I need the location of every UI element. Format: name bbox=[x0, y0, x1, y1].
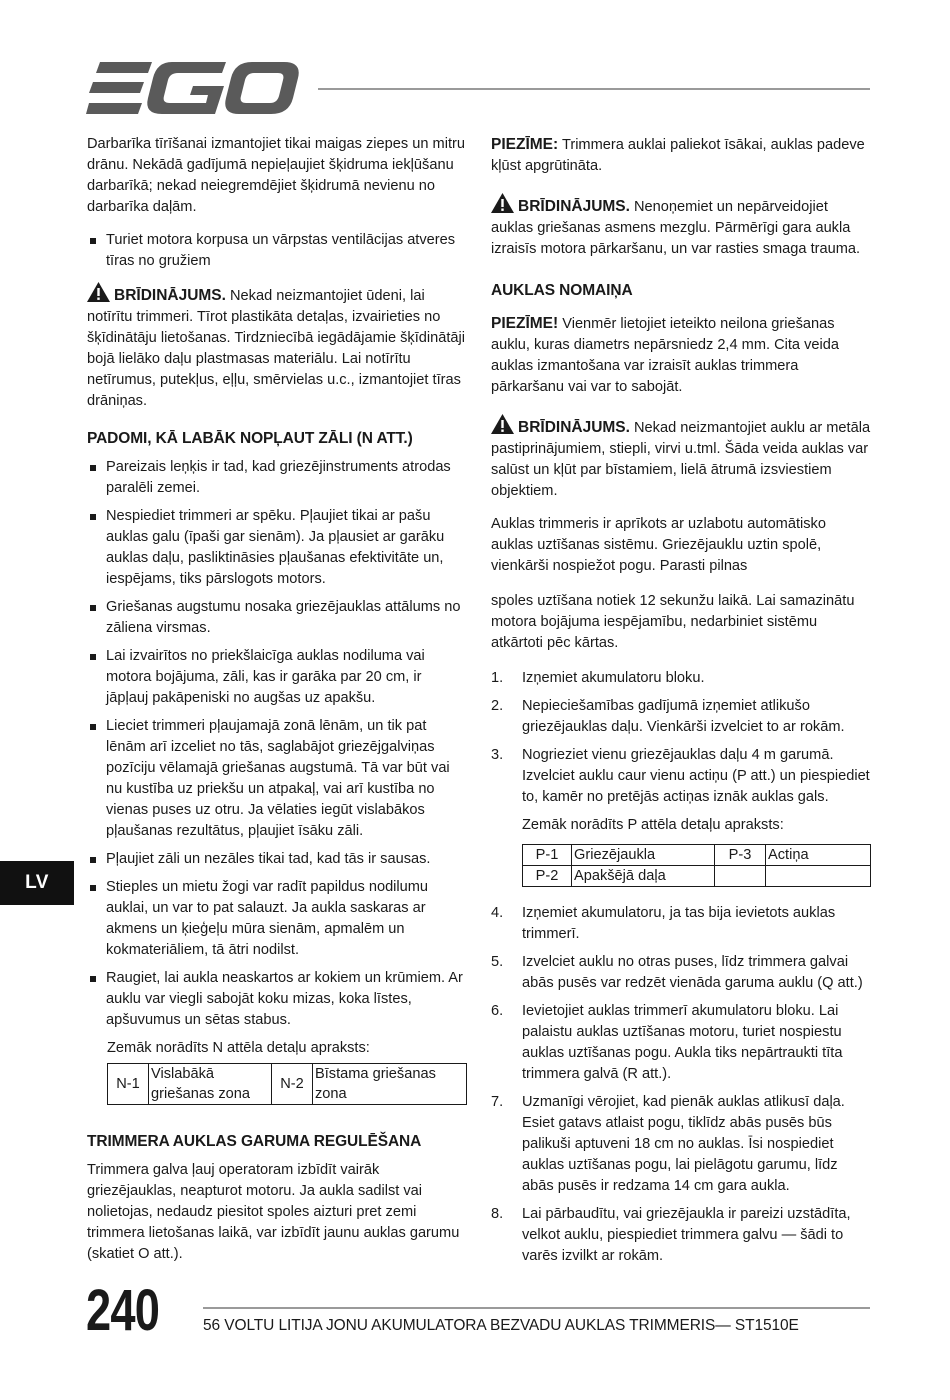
table-cell: P-1 bbox=[523, 845, 572, 866]
step-number: 8. bbox=[491, 1206, 504, 1222]
warning-icon bbox=[87, 282, 110, 302]
cleaning-intro: Darbarīka tīrīšanai izmantojiet tikai maigas ziepes un mitru drānu. Nekādā gadījumā nepieļaujiet šķidruma iekļūšanu darbarīkā; nekad neiegremdējiet šķidrumā nevienu no darbarīka daļām. bbox=[87, 136, 465, 215]
list-item: Lai izvairītos no priekšlaicīga auklas nodiluma vai motora bojājuma, zāli, kas ir garāka par 20 cm, ir jāpļauj pakāpeniski no augšas uz apakšu. bbox=[87, 646, 467, 709]
list-item: Turiet motora korpusa un vārpstas ventilācijas atveres tīras no gružiem bbox=[87, 230, 467, 272]
step-text: Ievietojiet auklas trimmerī akumulatoru bloku. Lai palaistu auklas uztīšanas motoru, turiet nospiestu auklas uztīšanas pogu. Aukla tiks nepārtraukti tīta trimmera galvā (R att.). bbox=[522, 1003, 843, 1082]
table-n bbox=[107, 1063, 467, 1105]
step-text: Izņemiet akumulatoru, ja tas bija ievietots auklas trimmerī. bbox=[522, 905, 836, 942]
warning-icon bbox=[491, 193, 514, 213]
note-text: Trimmera auklai paliekot īsākai, auklas padeve kļūst apgrūtināta. bbox=[491, 137, 865, 174]
list-item: Griešanas augstumu nosaka griezējauklas attālums no zāliena virsmas. bbox=[87, 597, 467, 639]
note-label: PIEZĪME! bbox=[491, 315, 559, 332]
left-column bbox=[87, 134, 467, 1265]
list-item: Lieciet trimmeri pļaujamajā zonā lēnām, un tik pat lēnām arī izceliet no tās, saglabājot griezējgalviņas pozīciju vēlamajā griešanas augstumā. Tā var būt vai nu kustība uz priekšu un atpakaļ, vai arī kustība no vienas puses uz otru. Ja vēlaties iegūt vislabākos pļaušanas rezultātus, pļaujiet īsāku zāli. bbox=[87, 716, 467, 842]
table-cell: Bīstama griešanas zona bbox=[313, 1064, 467, 1105]
warning-icon bbox=[491, 414, 514, 434]
step-number: 5. bbox=[491, 954, 504, 970]
list-item bbox=[491, 952, 871, 994]
step-text: Uzmanīgi vērojiet, kad pienāk auklas atlikusī daļa. Esiet gatavs atlaist pogu, tiklīdz abās pusēs būs palikuši aptuveni 18 cm no auklas. Īsi nospiediet auklas uztīšanas pogu, lai pielāgotu garumu, līdz abās pusēs ir redzama 14 cm gara aukla. bbox=[522, 1094, 845, 1194]
step-number: 1. bbox=[491, 670, 504, 686]
heading-line-length: TRIMMERA AUKLAS GARUMA REGULĒŠANA bbox=[87, 1133, 422, 1150]
table-cell: Apakšējā daļa bbox=[572, 866, 715, 887]
warning-metal-line bbox=[491, 414, 871, 502]
list-item: Stieples un mietu žogi var radīt papildus nodilumu auklai, un var to pat salauzt. Ja aukla saskaras ar akmens un ķieģeļu mūra sienām, apmalēm un kokmateriāliem, tā ātri nodilst. bbox=[87, 877, 467, 961]
line-length-text: Trimmera galva ļauj operatoram izbīdīt vairāk griezējauklas, neapturot motoru. Ja aukla sadilst vai nolietojas, nedaudz piesitot spoles aizturi pret zemi trimmera lietošanas laikā, var izbīdīt jaunu auklas garumu (skatiet O att.). bbox=[87, 1162, 460, 1262]
steps-list-b bbox=[491, 903, 871, 1267]
tips-list bbox=[87, 457, 467, 1031]
table-cell: N-1 bbox=[108, 1064, 149, 1105]
step-number: 3. bbox=[491, 747, 504, 763]
table-cell: P-2 bbox=[523, 866, 572, 887]
list-item bbox=[491, 903, 871, 945]
heading-line-replacement: AUKLAS NOMAIŅA bbox=[491, 282, 633, 299]
list-item bbox=[491, 668, 871, 689]
step-number: 7. bbox=[491, 1094, 504, 1110]
warning-label: BRĪDINĀJUMS. bbox=[518, 419, 630, 436]
list-item bbox=[491, 745, 871, 808]
step-text: Nepieciešamības gadījumā izņemiet atlikušo griezējauklas daļu. Vienkārši izvelciet to ar rokām. bbox=[522, 698, 845, 735]
warning-text: Nenoņemiet un nepārveidojiet auklas griešanas asmens mezglu. Pārmērīgi gara aukla izraisīs motora pārkaršanu, un var rasties smaga trauma. bbox=[491, 199, 861, 257]
spool-winding-text: spoles uztīšana notiek 12 sekunžu laikā. Lai samazinātu motora bojājuma iespējamību, nedarbiniet sistēmu atkārtoti pēc kārtas. bbox=[491, 593, 855, 651]
note-text: Vienmēr lietojiet ieteikto neilona griešanas auklu, kuras diametrs nepārsniedz 2,4 mm. Cita veida auklas izmantošana var izraisīt auklas trimmera pārkaršanu vai var to sabojāt. bbox=[491, 316, 839, 395]
step-text: Izņemiet akumulatoru bloku. bbox=[522, 670, 705, 686]
warning-label: BRĪDINĀJUMS. bbox=[518, 198, 630, 215]
language-tab: LV bbox=[0, 861, 74, 905]
page-number: 240 bbox=[86, 1278, 160, 1343]
list-item bbox=[491, 1204, 871, 1267]
warning-blade bbox=[491, 193, 871, 260]
step-text: Nogrieziet vienu griezējauklas daļu 4 m garumā. Izvelciet auklu caur vienu actiņu (P att.) un piespiediet to, kamēr no pretējās actiņas iznāk auklas gals. bbox=[522, 747, 870, 805]
winding-system-text: Auklas trimmeris ir aprīkots ar uzlabotu automātisko auklas uztīšanas sistēmu. Griezējauklu uztin spolē, vienkārši nospiežot pogu. Parasti pilnas bbox=[491, 516, 826, 574]
table-cell bbox=[766, 866, 871, 887]
table-p bbox=[522, 844, 871, 887]
table-p-wrap bbox=[491, 844, 871, 887]
steps-list-a bbox=[491, 668, 871, 808]
step-text: Lai pārbaudītu, vai griezējaukla ir pareizi uzstādīta, velkot auklu, piespiediet trimmera galvu — šādi to varēs izvilkt ar rokām. bbox=[522, 1206, 851, 1264]
list-item: Pareizais leņķis ir tad, kad griezējinstruments atrodas paralēli zemei. bbox=[87, 457, 467, 499]
table-cell: Vislabākā griešanas zona bbox=[149, 1064, 272, 1105]
table-cell: Griezējaukla bbox=[572, 845, 715, 866]
warning-label: BRĪDINĀJUMS. bbox=[114, 287, 226, 304]
list-item: Nespiediet trimmeri ar spēku. Pļaujiet tikai ar pašu auklas galu (īpaši gar sienām). Ja pļausiet ar garāku auklas daļu, pasliktināsies pļaušanas efektivitāte un, iespējams, tiks pārslogots motors. bbox=[87, 506, 467, 590]
list-item: Pļaujiet zāli un nezāles tikai tad, kad tās ir sausas. bbox=[87, 849, 467, 870]
step-text: Izvelciet auklu no otras puses, līdz trimmera galvai abās pusēs var redzēt vienāda garuma auklu (Q att.) bbox=[522, 954, 863, 991]
footer-rule bbox=[203, 1307, 870, 1309]
ego-logo bbox=[86, 62, 300, 114]
header-rule bbox=[318, 88, 870, 90]
step-number: 2. bbox=[491, 698, 504, 714]
warning-water bbox=[87, 282, 467, 412]
table-n-wrap bbox=[87, 1063, 467, 1105]
list-item bbox=[491, 1092, 871, 1197]
table-p-caption: Zemāk norādīts P attēla detaļu apraksts: bbox=[522, 817, 784, 833]
warning-text: Nekad neizmantojiet auklu ar metāla pastiprinājumiem, stiepli, virvi u.tml. Šāda veida auklas var salūst un kļūt par bīstamiem, lielā ātrumā izsviestiem objektiem. bbox=[491, 420, 871, 499]
list-item bbox=[491, 1001, 871, 1085]
table-cell bbox=[715, 866, 766, 887]
list-item bbox=[491, 696, 871, 738]
vents-bullet-list bbox=[87, 230, 467, 272]
right-column bbox=[491, 134, 871, 1274]
warning-text: Nekad neizmantojiet ūdeni, lai notīrītu trimmeri. Tīrot plastikāta detaļas, izvairieties no šķīdinātāju lietošanas. Tirdzniecībā iegādājamie šķīdinātāji bojā lielāko daļu plastmasas materiālu. Lai notīrītu netīrumus, putekļus, eļļu, smērvielas u.c., izmantojiet tīras drāniņas. bbox=[87, 288, 466, 409]
table-cell: P-3 bbox=[715, 845, 766, 866]
note-line-type bbox=[491, 313, 871, 398]
heading-mowing-tips: PADOMI, KĀ LABĀK NOPĻAUT ZĀLI (N ATT.) bbox=[87, 430, 413, 447]
step-number: 4. bbox=[491, 905, 504, 921]
footer-title: 56 VOLTU LITIJA JONU AKUMULATORA BEZVADU AUKLAS TRIMMERIS— ST1510E bbox=[203, 1317, 799, 1334]
table-cell: Actiņa bbox=[766, 845, 871, 866]
note-line-short bbox=[491, 134, 871, 177]
step-number: 6. bbox=[491, 1003, 504, 1019]
note-label: PIEZĪME: bbox=[491, 136, 559, 153]
list-item: Raugiet, lai aukla neaskartos ar kokiem un krūmiem. Ar auklu var viegli sabojāt koku mizas, koka līstes, apšuvumus un sētas stabus. bbox=[87, 968, 467, 1031]
table-n-caption: Zemāk norādīts N attēla detaļu apraksts: bbox=[107, 1040, 370, 1056]
table-cell: N-2 bbox=[272, 1064, 313, 1105]
